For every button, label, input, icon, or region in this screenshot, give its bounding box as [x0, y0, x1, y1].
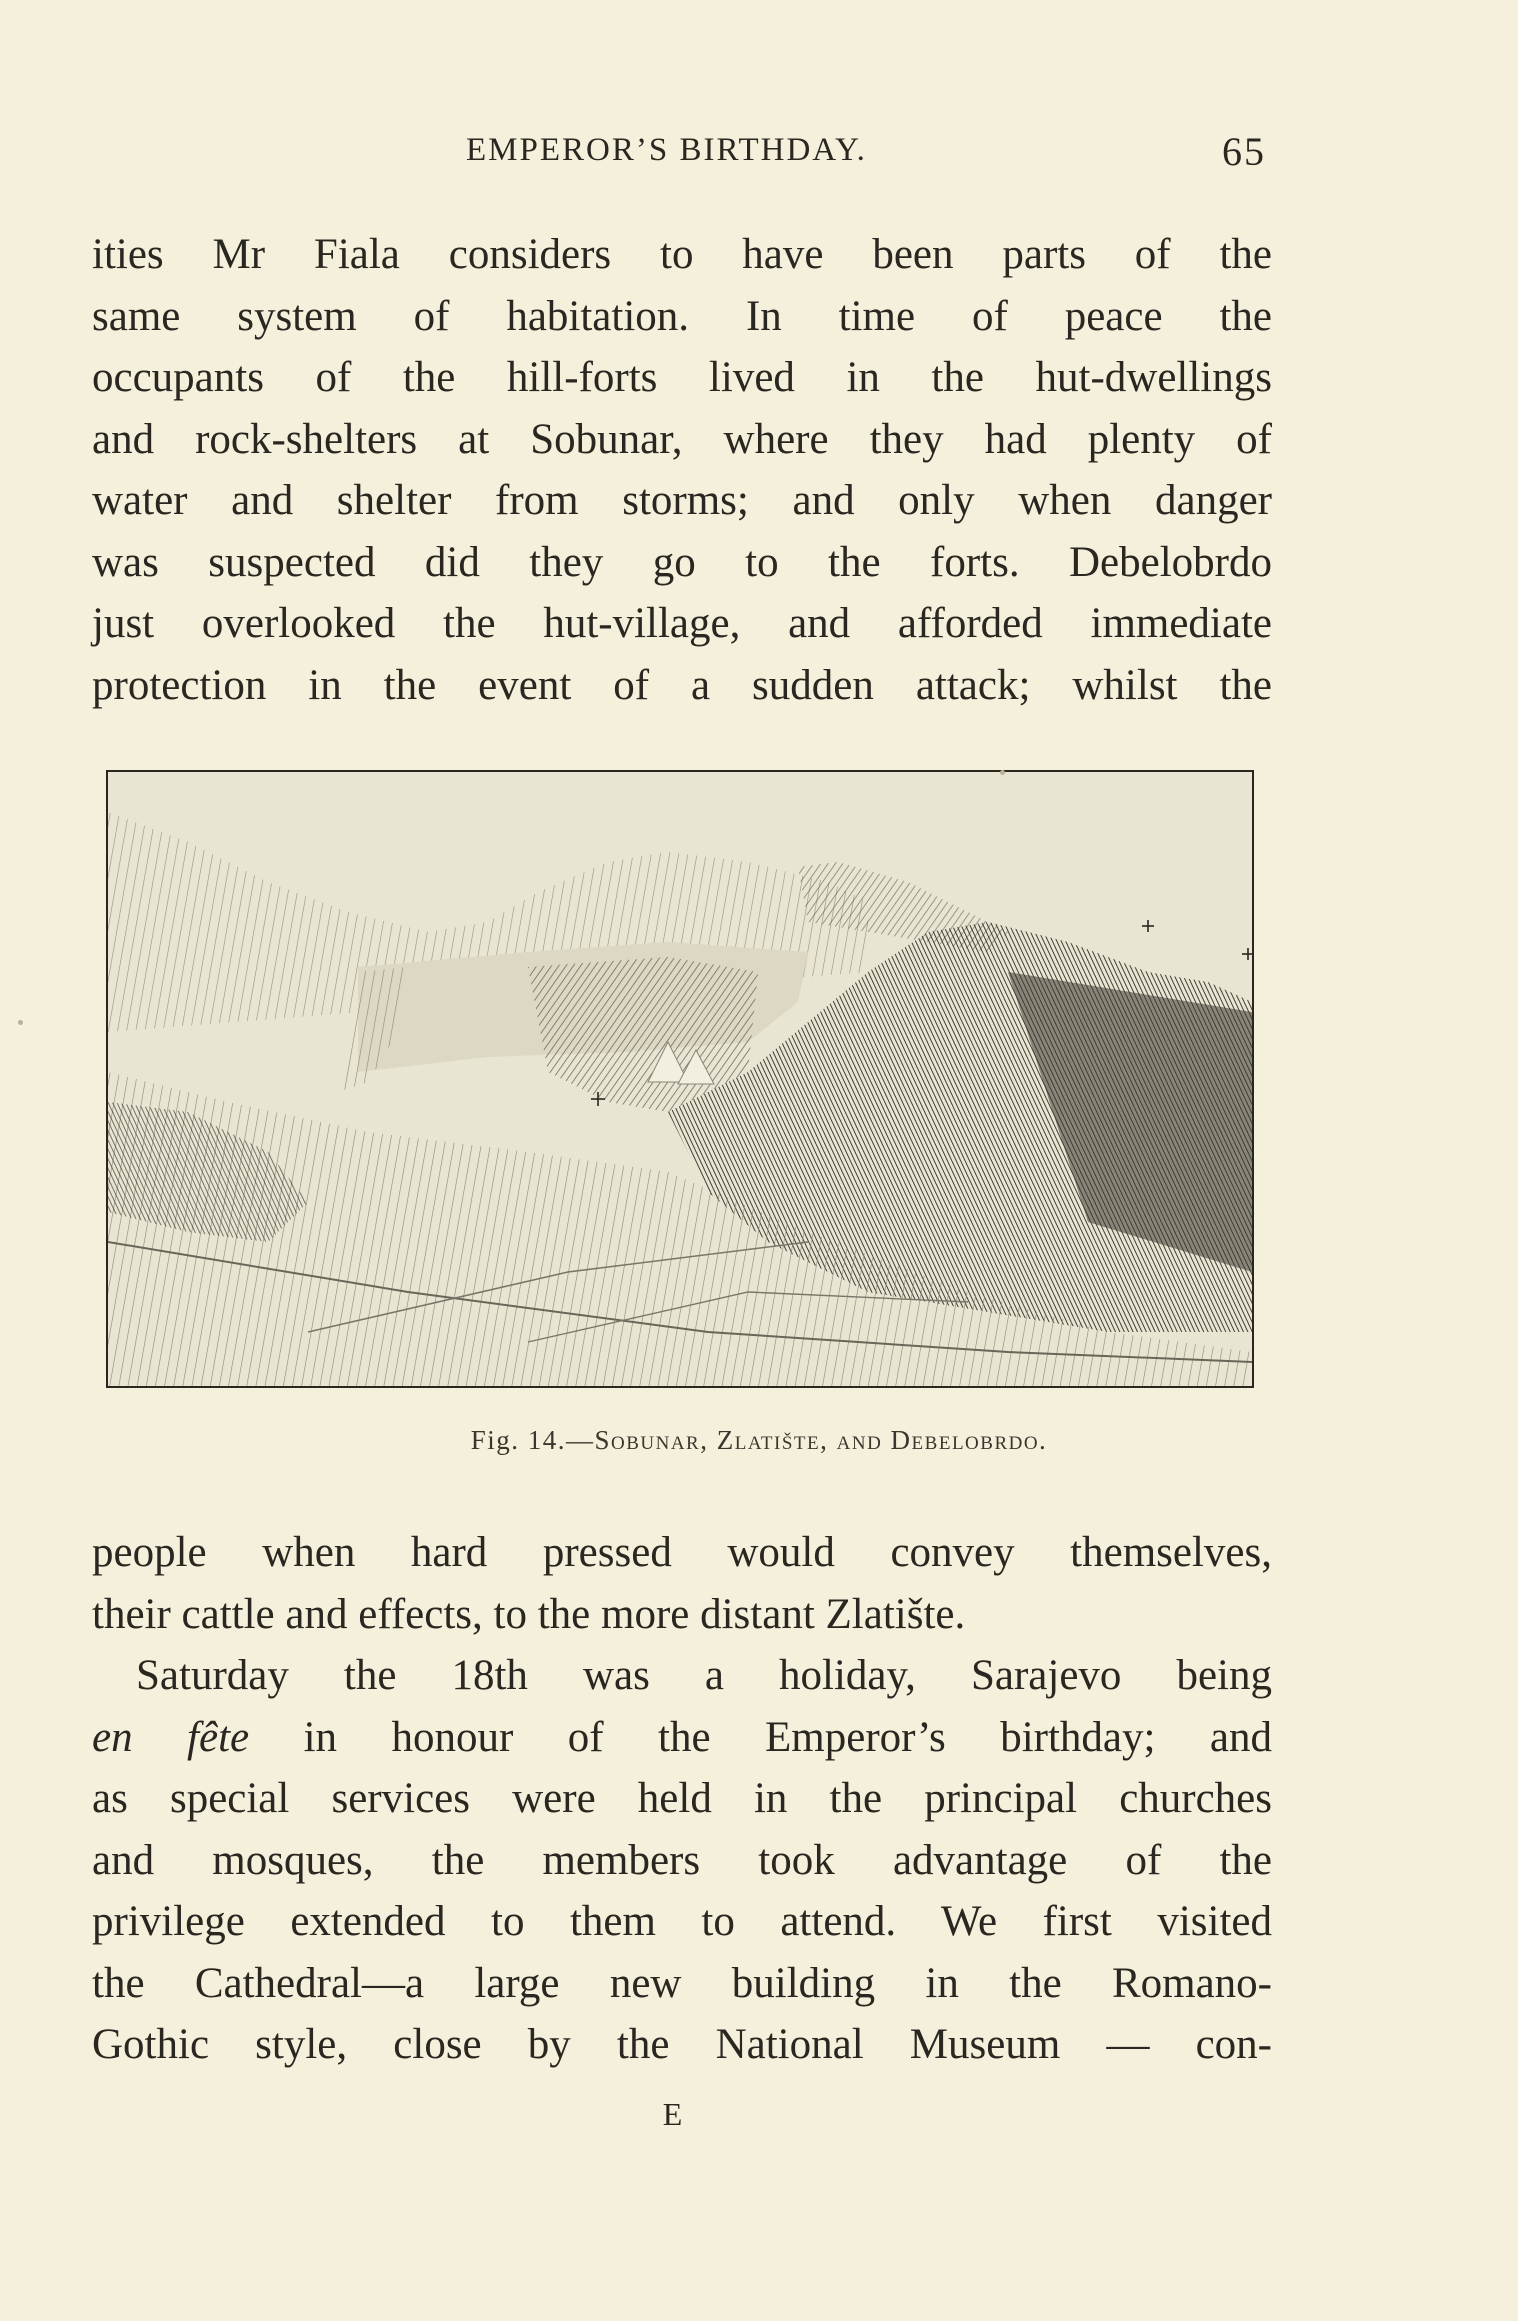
signature-mark: E	[662, 2096, 684, 2132]
page-number: 65	[1222, 129, 1266, 174]
text-line: their cattle and effects, to the more distant Zlatište.	[92, 1590, 966, 1638]
text-line: people when hard pressed would convey themselves,	[92, 1529, 1272, 1576]
text-line: the Cathedral—a large new building in the Romano-	[92, 1959, 1272, 2007]
text-line: just overlooked the hut-village, and afforded immediate	[92, 600, 1272, 647]
text-line: Saturday the 18th was a holiday, Sarajevo being	[136, 1652, 1272, 1699]
text-line: water and shelter from storms; and only when danger	[92, 477, 1272, 524]
italic-phrase: en fête	[92, 1713, 250, 1761]
paper-speck	[1000, 770, 1005, 775]
text-line: same system of habitation. In time of peace the	[92, 292, 1272, 340]
caption-title: Sobunar, Zlatište, and Debelobrdo.	[594, 1425, 1048, 1455]
text-line: as special services were held in the principal churches	[92, 1775, 1272, 1822]
text-line: was suspected did they go to the forts. Debelobrdo	[92, 538, 1272, 586]
bottom-text	[92, 1522, 1272, 2076]
figure-caption	[0, 1425, 1518, 1456]
caption-prefix: Fig. 14.—	[470, 1425, 595, 1455]
landscape-engraving	[108, 772, 1252, 1386]
text-line-rest: in honour of the Emperor’s birthday; and	[249, 1713, 1272, 1761]
text-line: and mosques, the members took advantage of the	[92, 1836, 1272, 1884]
text-line: ities Mr Fiala considers to have been parts of the	[92, 231, 1272, 278]
running-head: EMPEROR’S BIRTHDAY.	[466, 132, 867, 168]
text-line: Gothic style, close by the National Museum — con-	[92, 2021, 1272, 2068]
text-line	[92, 1707, 1272, 1769]
top-paragraph	[92, 224, 1272, 716]
text-line: occupants of the hill-forts lived in the hut-dwellings	[92, 354, 1272, 401]
text-line: and rock-shelters at Sobunar, where they had plenty of	[92, 415, 1272, 463]
landscape-illustration	[106, 770, 1254, 1388]
text-line: protection in the event of a sudden attack; whilst the	[92, 661, 1272, 709]
page-header	[0, 128, 1518, 178]
text-line: privilege extended to them to attend. We first visited	[92, 1898, 1272, 1945]
paper-speck	[18, 1020, 23, 1025]
